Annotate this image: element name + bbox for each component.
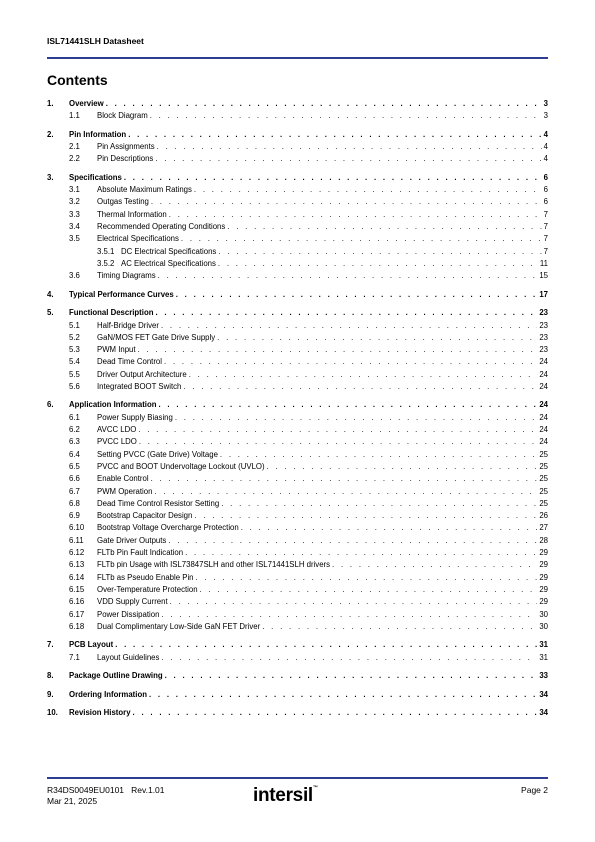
toc-title: Revision History [69,708,131,718]
toc-page-number: 24 [539,425,548,435]
toc-page-number: 24 [539,369,548,379]
toc-leader-dots [133,707,538,719]
toc-entry-3-1[interactable] [47,184,548,196]
toc-page-number: 23 [539,308,548,318]
toc-page-number: 29 [539,548,548,558]
toc-leader-dots [189,369,538,381]
toc-page-number: 24 [539,412,548,422]
toc-title: Pin Descriptions [97,154,154,164]
footer-doc-info [47,785,165,807]
toc-entry-5-1[interactable] [47,320,548,332]
toc-number: 4. [47,289,54,299]
toc-number: 6.14 [69,572,85,582]
toc-leader-dots [221,498,537,510]
toc-page-number: 3 [543,111,548,121]
toc-leader-dots [267,461,538,473]
toc-page-number: 23 [539,345,548,355]
toc-entry-3-6[interactable] [47,270,548,282]
toc-page-number: 33 [539,671,548,681]
doc-date: Mar 21, 2025 [47,796,98,806]
toc-number: 8. [47,671,54,681]
toc-leader-dots [218,246,541,258]
toc-entry-6-15[interactable] [47,584,548,596]
toc-entry-6-11[interactable] [47,535,548,547]
toc-entry-6-5[interactable] [47,461,548,473]
toc-page-number: 27 [539,523,548,533]
toc-number: 1.1 [69,111,80,121]
toc-number: 7. [47,640,54,650]
toc-title: PWM Input [97,345,136,355]
toc-number: 10. [47,708,58,718]
toc-number: 2. [47,129,54,139]
header-rule [47,57,548,59]
toc-title: Timing Diagrams [97,271,156,281]
toc-leader-dots [169,209,542,221]
toc-number: 5.4 [69,357,80,367]
toc-page-number: 25 [539,461,548,471]
toc-page-number: 24 [539,437,548,447]
toc-leader-dots [139,436,537,448]
toc-page-number: 15 [539,271,548,281]
toc-entry-6-16[interactable] [47,596,548,608]
toc-title: PVCC LDO [97,437,137,447]
toc-leader-dots [332,559,537,571]
toc-page-number: 23 [539,320,548,330]
toc-entry-3-5[interactable] [47,233,548,245]
toc-title: Block Diagram [97,111,148,121]
toc-entry-6-17[interactable] [47,609,548,621]
toc-leader-dots [138,344,538,356]
toc-title: PCB Layout [69,640,114,650]
toc-number: 3.5 [69,234,80,244]
doc-id: R34DS0049EU0101 [47,785,125,795]
toc-page-number: 6 [543,197,548,207]
toc-entry-6-18[interactable] [47,621,548,633]
toc-entry-5-3[interactable] [47,344,548,356]
toc-leader-dots [165,670,538,682]
toc-title: Dual Complimentary Low-Side GaN FET Driver [97,621,261,631]
toc-entry-2-2[interactable] [47,153,548,165]
toc-leader-dots [194,184,542,196]
toc-title: Electrical Specifications [97,234,179,244]
toc-page-number: 31 [539,640,548,650]
toc-leader-dots [159,399,538,411]
toc-number: 7.1 [69,652,80,662]
toc-leader-dots [161,320,537,332]
toc-page-number: 23 [539,332,548,342]
toc-number: 6.10 [69,523,85,533]
toc-leader-dots [175,412,537,424]
toc-number: 5.2 [69,332,80,342]
toc-page-number: 4 [543,142,548,152]
toc-title: Pin Assignments [97,142,155,152]
toc-title: Package Outline Drawing [69,671,163,681]
toc-page-number: 29 [539,560,548,570]
toc-title: Absolute Maximum Ratings [97,185,192,195]
toc-title: Overview [69,99,104,108]
toc-number: 9. [47,689,54,699]
toc-page-number: 24 [539,381,548,391]
intersil-logo: intersil™ [253,785,318,806]
page-number: Page 2 [521,785,548,795]
toc-leader-dots [157,141,542,153]
toc-title: Bootstrap Voltage Overcharge Protection [97,523,239,533]
toc-entry-2-1[interactable] [47,141,548,153]
toc-leader-dots [164,356,537,368]
toc-entry-6-4[interactable] [47,449,548,461]
toc-number: 6.8 [69,498,80,508]
toc-page-number: 4 [543,129,548,139]
toc-page-number: 4 [543,154,548,164]
toc-number: 6.15 [69,584,85,594]
toc-entry-5-4[interactable] [47,356,548,368]
toc-leader-dots [176,289,538,301]
toc-page-number: 31 [539,652,548,662]
toc-leader-dots [170,596,538,608]
toc-entry-6[interactable] [47,399,548,411]
toc-page-number: 17 [539,289,548,299]
toc-leader-dots [168,535,537,547]
toc-entry-5[interactable] [47,307,548,319]
toc-leader-dots [124,172,542,184]
toc-title: PWM Operation [97,486,153,496]
toc-title: PVCC and BOOT Undervoltage Lockout (UVLO) [97,461,265,471]
toc-entry-1-1[interactable] [47,110,548,122]
toc-page-number: 24 [539,357,548,367]
toc-page-number: 29 [539,572,548,582]
page-title: Contents [47,72,108,88]
toc-leader-dots [227,221,541,233]
toc-entry-6-8[interactable] [47,498,548,510]
toc-title: DC Electrical Specifications [121,246,217,256]
toc-title: Ordering Information [69,689,147,699]
toc-entry-6-1[interactable] [47,412,548,424]
document-header-title: ISL71441SLH Datasheet [47,36,144,46]
toc-title: Power Supply Biasing [97,412,173,422]
toc-page-number: 25 [539,486,548,496]
toc-entry-3-2[interactable] [47,196,548,208]
toc-page-number: 34 [539,708,548,718]
toc-entry-3-5-2[interactable] [47,258,548,270]
revision: Rev.1.01 [131,785,165,795]
toc-page-number: 3 [543,99,548,108]
toc-number: 3.2 [69,197,80,207]
toc-leader-dots [185,547,537,559]
toc-number: 6.9 [69,511,80,521]
toc-number: 5.6 [69,381,80,391]
toc-title: Typical Performance Curves [69,289,174,299]
toc-entry-6-9[interactable] [47,510,548,522]
toc-entry-7-1[interactable] [47,652,548,664]
toc-leader-dots [161,609,537,621]
toc-number: 3.1 [69,185,80,195]
toc-entry-6-7[interactable] [47,486,548,498]
toc-title: AVCC LDO [97,425,137,435]
toc-title: Pin Information [69,129,127,139]
toc-title: Outgas Testing [97,197,149,207]
toc-entry-6-2[interactable] [47,424,548,436]
toc-entry-3-5-1[interactable] [47,246,548,258]
toc-leader-dots [196,572,538,584]
toc-entry-6-14[interactable] [47,572,548,584]
toc-entry-1[interactable] [47,98,548,110]
toc-number: 3.5.2 [97,258,115,268]
toc-page-number: 34 [539,689,548,699]
toc-number: 6.5 [69,461,80,471]
toc-entry-6-12[interactable] [47,547,548,559]
toc-title: Dead Time Control [97,357,163,367]
toc-title: Functional Description [69,308,154,318]
toc-entry-5-6[interactable] [47,381,548,393]
toc-number: 6.6 [69,474,80,484]
toc-number: 6. [47,400,54,410]
toc-leader-dots [155,153,541,165]
toc-page-number: 25 [539,474,548,484]
toc-number: 6.11 [69,535,84,545]
toc-page-number: 7 [543,246,548,256]
toc-number: 6.16 [69,597,85,607]
toc-entry-7[interactable] [47,639,548,651]
toc-entry-9[interactable] [47,689,548,701]
toc-leader-dots [262,621,537,633]
toc-leader-dots [181,233,542,245]
toc-page-number: 30 [539,621,548,631]
toc-number: 3.4 [69,222,80,232]
toc-page-number: 11 [539,258,548,268]
toc-entry-3-3[interactable] [47,209,548,221]
toc-title: FLTb as Pseudo Enable Pin [97,572,194,582]
toc-page-number: 26 [539,511,548,521]
toc-page-number: 24 [539,400,548,410]
toc-entry-6-6[interactable] [47,473,548,485]
toc-title: Driver Output Architecture [97,369,187,379]
toc-page-number: 6 [543,172,548,182]
toc-leader-dots [128,129,541,141]
toc-page-number: 29 [539,597,548,607]
toc-leader-dots [151,473,538,485]
toc-number: 3. [47,172,54,182]
toc-leader-dots [154,486,537,498]
toc-number: 6.4 [69,449,80,459]
toc-number: 3.3 [69,209,80,219]
toc-leader-dots [200,584,538,596]
toc-title: Bootstrap Capacitor Design [97,511,193,521]
toc-number: 3.6 [69,271,80,281]
toc-number: 5.5 [69,369,80,379]
toc-entry-2[interactable] [47,129,548,141]
toc-page-number: 28 [539,535,548,545]
toc-leader-dots [150,110,542,122]
toc-entry-5-2[interactable] [47,332,548,344]
toc-page-number: 7 [543,209,548,219]
toc-page-number: 30 [539,609,548,619]
toc-page-number: 7 [543,222,548,232]
toc-number: 6.12 [69,548,85,558]
toc-leader-dots [106,98,542,110]
toc-entry-10[interactable] [47,707,548,719]
toc-entry-6-10[interactable] [47,522,548,534]
toc-page-number: 29 [539,584,548,594]
toc-entry-6-13[interactable] [47,559,548,571]
toc-number: 2.1 [69,142,80,152]
toc-title: Integrated BOOT Switch [97,381,182,391]
toc-number: 6.18 [69,621,85,631]
toc-title: Thermal Information [97,209,167,219]
footer-rule [47,777,548,779]
toc-leader-dots [183,381,537,393]
toc-leader-dots [158,270,538,282]
toc-title: FLTb pin Usage with ISL73847SLH and other ISL71441SLH drivers [97,560,331,570]
toc-title: Layout Guidelines [97,652,160,662]
toc-title: Setting PVCC (Gate Drive) Voltage [97,449,218,459]
toc-title: FLTb Pin Fault Indication [97,548,184,558]
toc-page-number: 25 [539,449,548,459]
table-of-contents [47,94,548,719]
toc-entry-8[interactable] [47,670,548,682]
toc-entry-4[interactable] [47,289,548,301]
toc-title: GaN/MOS FET Gate Drive Supply [97,332,216,342]
toc-leader-dots [138,424,537,436]
toc-title: Dead Time Control Resistor Setting [97,498,220,508]
toc-number: 6.1 [69,412,80,422]
toc-title: VDD Supply Current [97,597,168,607]
toc-leader-dots [155,307,537,319]
toc-number: 1. [47,99,54,108]
toc-entry-5-5[interactable] [47,369,548,381]
toc-entry-6-3[interactable] [47,436,548,448]
toc-leader-dots [220,449,537,461]
toc-number: 5. [47,308,54,318]
toc-number: 6.7 [69,486,80,496]
toc-number: 6.13 [69,560,85,570]
toc-title: Half-Bridge Driver [97,320,159,330]
toc-number: 3.5.1 [97,246,115,256]
toc-title: Enable Control [97,474,149,484]
toc-title: Specifications [69,172,122,182]
toc-title: Over-Temperature Protection [97,584,198,594]
toc-title: Gate Driver Outputs [97,535,167,545]
toc-title: AC Electrical Specifications [121,258,216,268]
toc-leader-dots [217,332,537,344]
toc-leader-dots [115,639,537,651]
toc-leader-dots [151,196,542,208]
toc-number: 6.3 [69,437,80,447]
toc-entry-3[interactable] [47,172,548,184]
toc-leader-dots [194,510,537,522]
toc-entry-3-4[interactable] [47,221,548,233]
toc-title: Recommended Operating Conditions [97,222,226,232]
toc-leader-dots [161,652,537,664]
toc-title: Application Information [69,400,157,410]
toc-number: 2.2 [69,154,80,164]
toc-page-number: 25 [539,498,548,508]
toc-number: 5.1 [69,320,80,330]
toc-page-number: 6 [543,185,548,195]
toc-page-number: 7 [543,234,548,244]
toc-title: Power Dissipation [97,609,160,619]
toc-number: 5.3 [69,345,80,355]
toc-number: 6.17 [69,609,85,619]
toc-leader-dots [149,689,537,701]
toc-leader-dots [241,522,538,534]
toc-number: 6.2 [69,425,80,435]
toc-leader-dots [218,258,538,270]
